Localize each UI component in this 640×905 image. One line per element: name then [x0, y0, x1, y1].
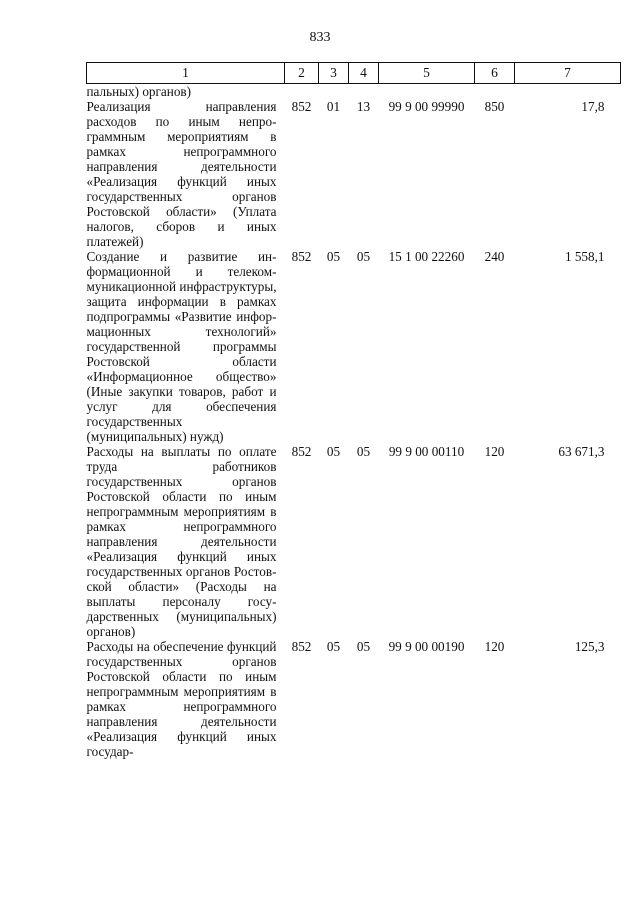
page-number: 833 [309, 30, 331, 45]
row-col-6 [475, 84, 515, 100]
row-description: пальных) органов) [86, 84, 192, 99]
row-col-7: 63 671,3 [558, 444, 605, 459]
header-col-4: 4 [349, 63, 379, 84]
table-row [87, 249, 621, 444]
row-col-3: 05 [326, 639, 341, 654]
row-col-7: 1 558,1 [564, 249, 605, 264]
row-col-2 [285, 84, 319, 100]
row-col-2: 852 [291, 99, 312, 114]
row-col-5: 99 9 00 00190 [388, 639, 465, 654]
header-col-3: 3 [319, 63, 349, 84]
table-row [87, 639, 621, 759]
row-col-4: 05 [356, 249, 371, 264]
row-col-6: 850 [484, 99, 505, 114]
row-col-3: 05 [326, 249, 341, 264]
row-col-4: 13 [356, 99, 371, 114]
row-description: Реализация направления расходов по иным непрограммным мероприятиям в рамках непрограммного направления деятельности «Реализация функций иных государственных органов Ростовской области» (Уплата налогов, сборов и иных платежей) [86, 99, 277, 249]
row-col-7 [515, 84, 621, 100]
header-col-2: 2 [285, 63, 319, 84]
table-body [87, 84, 621, 760]
row-col-3 [319, 84, 349, 100]
table-row [87, 444, 621, 639]
row-col-4 [349, 84, 379, 100]
row-col-2: 852 [291, 639, 312, 654]
header-col-7: 7 [515, 63, 621, 84]
row-col-3: 01 [326, 99, 341, 114]
row-col-2: 852 [291, 444, 312, 459]
row-col-5: 99 9 00 99990 [388, 99, 465, 114]
row-col-7: 17,8 [581, 99, 605, 114]
budget-table [86, 62, 621, 759]
row-description: Расходы на выплаты по оплате труда работников государственных органов Ростовской области по иным непрограммным мероприятиям в рамках непрограммного направления деятельности «Реализация функций иных государственных органов Ростовской области» (Расходы на выплаты персоналу государственных (муниципальных) органов) [86, 444, 277, 639]
row-col-2: 852 [291, 249, 312, 264]
row-col-5: 15 1 00 22260 [388, 249, 465, 264]
row-col-7: 125,3 [574, 639, 605, 654]
row-col-5: 99 9 00 00110 [388, 444, 465, 459]
row-description: Расходы на обеспечение функций государственных органов Ростовской области по иным непрограммным мероприятиям в рамках непрограммного направления деятельности «Реализация функций иных государ- [86, 639, 277, 759]
row-col-4: 05 [356, 639, 371, 654]
header-row [87, 63, 621, 84]
header-col-6: 6 [475, 63, 515, 84]
table-row [87, 99, 621, 249]
header-col-1: 1 [87, 63, 285, 84]
table-header [87, 63, 621, 84]
row-col-5 [379, 84, 475, 100]
header-col-5: 5 [379, 63, 475, 84]
table-row [87, 84, 621, 100]
row-col-6: 120 [484, 639, 505, 654]
row-col-4: 05 [356, 444, 371, 459]
row-col-6: 240 [484, 249, 505, 264]
row-col-3: 05 [326, 444, 341, 459]
row-col-6: 120 [484, 444, 505, 459]
row-description: Создание и развитие информационной и телекоммуникационной инфраструктуры, защита информации в рамках подпрограммы «Развитие информационных технологий» государственной программы Ростовской области «Информационное общество» (Иные закупки товаров, работ и услуг для обеспечения государственных (муниципальных) нужд) [86, 249, 277, 444]
